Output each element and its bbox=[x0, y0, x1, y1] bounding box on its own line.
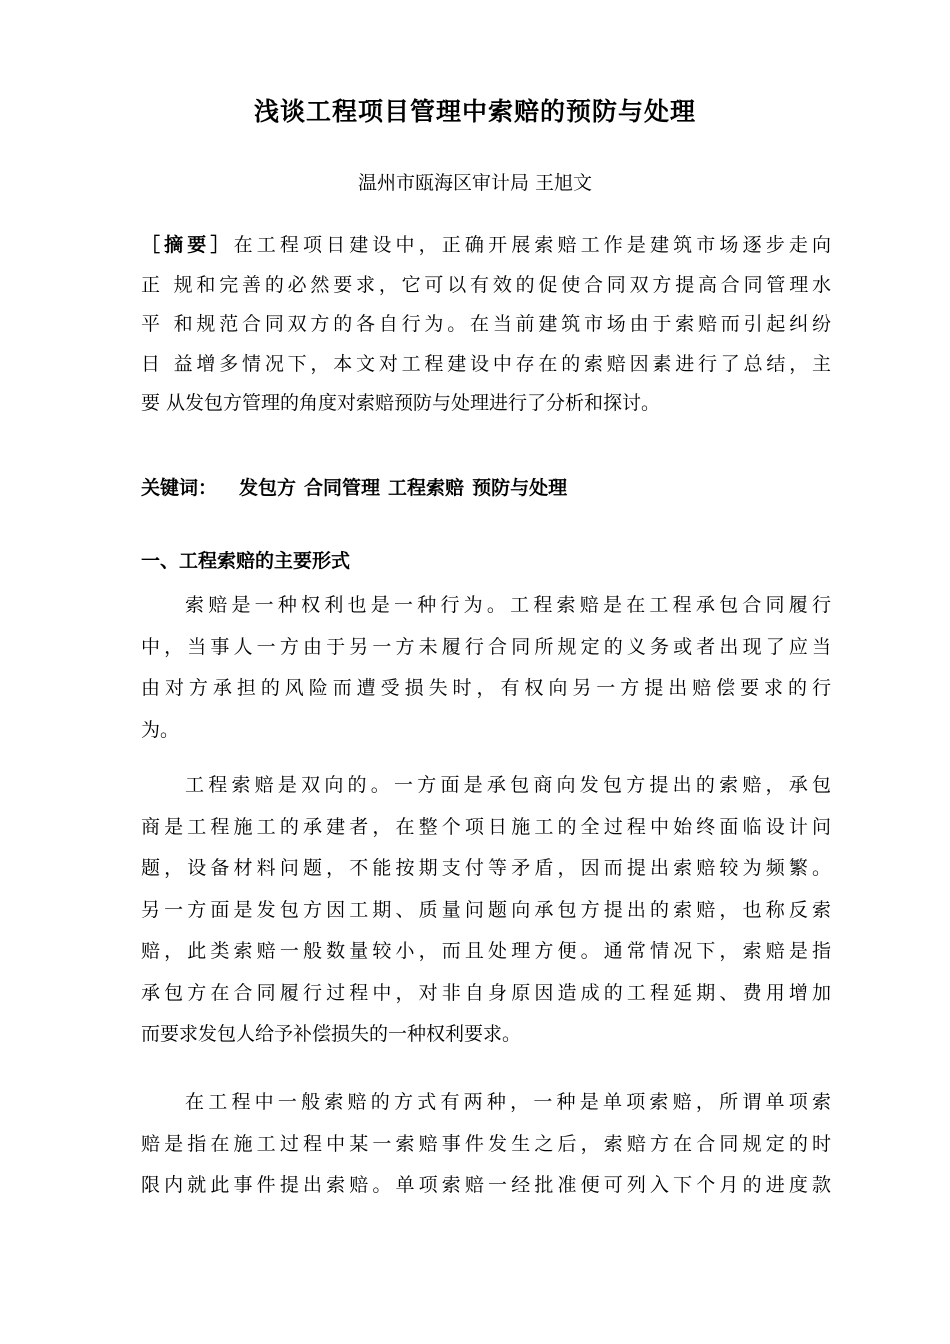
body-paragraph bbox=[141, 585, 831, 751]
document-title: 浅谈工程项目管理中索赔的预防与处理 bbox=[253, 97, 696, 126]
abstract-line: 平 和规范合同双方的各自行为。在当前建筑市场由于索赔而引起纠纷 bbox=[141, 313, 831, 335]
abstract-text: 在工程项日建设中，正确开展索赔工作是建筑市场逐步走向 bbox=[233, 234, 831, 256]
paragraph-line: 承包方在合同履行过程中，对非自身原因造成的工程延期、费用增加 bbox=[141, 981, 831, 1004]
paragraph-line: 另一方面是发包方因工期、质量问题向承包方提出的索赔，也称反索 bbox=[141, 898, 831, 921]
paragraph-line: 在工程中一般索赔的方式有两种，一种是单项索赔，所谓单项索 bbox=[185, 1091, 831, 1113]
author-line: 温州市瓯海区审计局 王旭文 bbox=[357, 172, 593, 194]
body-paragraph bbox=[141, 1082, 831, 1207]
abstract bbox=[141, 226, 831, 424]
paragraph-line: 题，设备材料问题，不能按期支付等矛盾，因而提出索赔较为频繁。 bbox=[141, 857, 831, 879]
paragraph-line: 索赔是一种权利也是一种行为。工程索赔是在工程承包合同履行 bbox=[185, 594, 831, 616]
paragraph-line: 赔是指在施工过程中某一索赔事件发生之后，索赔方在合同规定的时 bbox=[141, 1132, 831, 1155]
abstract-line: 要 从发包方管理的角度对索赔预防与处理进行了分析和探讨。 bbox=[141, 392, 661, 414]
paragraph-line: 由对方承担的风险而遭受损失时，有权向另一方提出赔偿要求的行 bbox=[141, 677, 831, 699]
keyword-item: 预防与处理 bbox=[472, 477, 568, 499]
abstract-line: 日 益增多情况下，本文对工程建设中存在的索赔因素进行了总结，主 bbox=[141, 352, 831, 375]
abstract-label: ［摘要］ bbox=[141, 234, 234, 256]
body-paragraph bbox=[141, 765, 831, 1056]
section-heading: 一、工程索赔的主要形式 bbox=[141, 550, 351, 572]
keyword-item: 工程索赔 bbox=[388, 477, 465, 499]
paragraph-line: 赔，此类索赔一般数量较小，而且处理方便。通常情况下，索赔是指 bbox=[141, 940, 831, 962]
paragraph-line: 商是工程施工的承建者，在整个项日施工的全过程中始终面临设计问 bbox=[141, 815, 831, 838]
paragraph-line: 工程索赔是双向的。一方面是承包商向发包方提出的索赔，承包 bbox=[185, 774, 831, 796]
keyword-item: 合同管理 bbox=[304, 477, 381, 499]
abstract-line: 正 规和完善的必然要求，它可以有效的促使合同双方提高合同管理水 bbox=[141, 273, 831, 296]
keywords-label: 关键词： bbox=[141, 477, 218, 499]
paragraph-line: 中，当事人一方由于另一方未履行合同所规定的义务或者出现了应当 bbox=[141, 635, 831, 658]
paragraph-line: 而要求发包人给予补偿损失的一种权利要求。 bbox=[141, 1023, 522, 1045]
keywords bbox=[141, 473, 831, 503]
keyword-item: 发包方 bbox=[239, 477, 297, 499]
abstract-line bbox=[141, 226, 831, 266]
paragraph-line: 限内就此事件提出索赔。单项索赔一经批准便可列入下个月的进度款 bbox=[141, 1174, 831, 1196]
paragraph-line: 为。 bbox=[141, 718, 180, 741]
